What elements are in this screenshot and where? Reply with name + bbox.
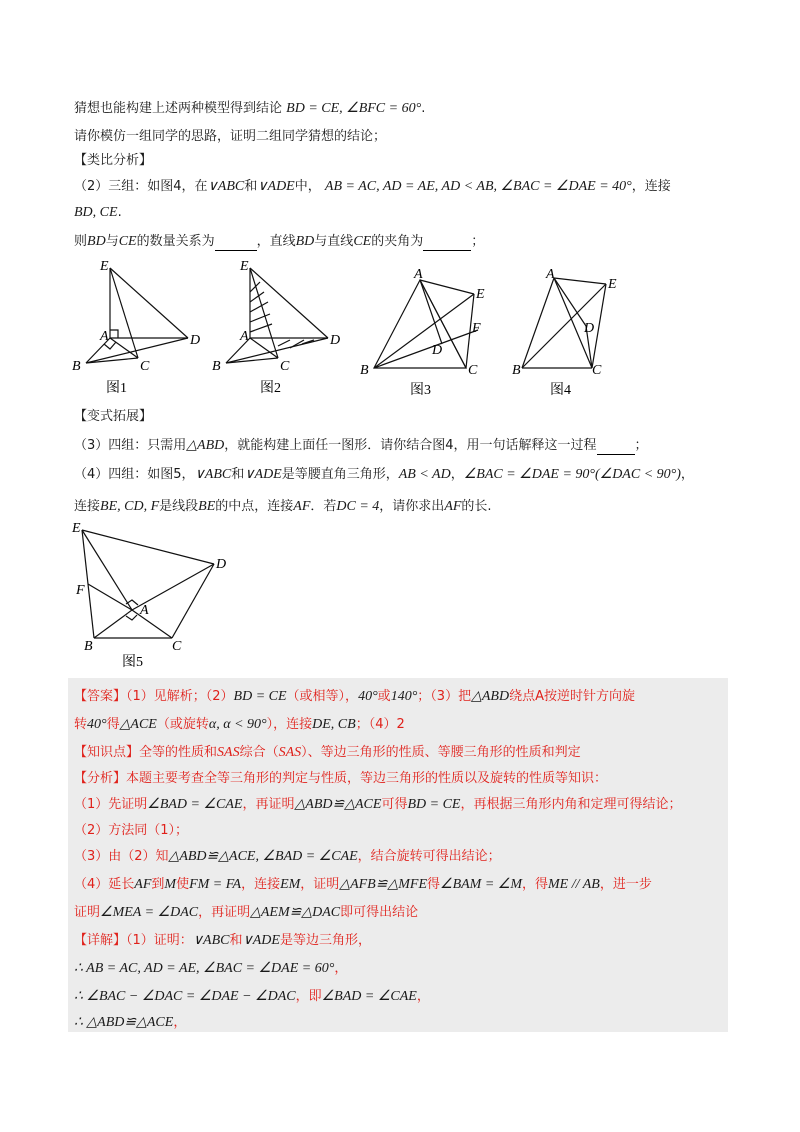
- svg-text:C: C: [172, 639, 182, 654]
- answer-blank-q3[interactable]: [597, 436, 635, 455]
- svg-text:D: D: [432, 343, 443, 358]
- fig1-label-b: B: [72, 359, 81, 374]
- figure-3: [354, 266, 504, 400]
- svg-text:C: C: [468, 363, 478, 378]
- svg-text:D: D: [584, 321, 595, 336]
- question-4-line2: 连接BE, CD, F是线段BE的中点，连接AF．若DC = 4，请你求出AF的长.: [74, 499, 492, 514]
- fig1-label-e: E: [100, 259, 109, 274]
- svg-text:B: B: [512, 363, 521, 378]
- fig3-caption: 图3: [410, 383, 431, 398]
- svg-text:D: D: [216, 557, 227, 572]
- svg-text:A: A: [414, 267, 423, 282]
- svg-text:E: E: [608, 277, 617, 292]
- figure-4: [510, 266, 630, 400]
- line-conclusion: 猜想也能构建上述两种模型得到结论 BD = CE, ∠BFC = 60°.: [74, 101, 426, 116]
- figure-5: [70, 520, 240, 670]
- fig2-caption: 图2: [260, 381, 281, 396]
- svg-text:F: F: [472, 321, 481, 336]
- analysis-1: （1）先证明∠BAD = ∠CAE，再证明△ABD≌△ACE可得BD = CE，再根据三角形内角和定理可得结论；: [74, 797, 682, 812]
- question-4-line1: （4）四组：如图5，∨ABC和∨ADE是等腰直角三角形，AB < AD，∠BAC = ∠DAE = 90°(∠DAC < 90°)，: [74, 467, 694, 482]
- fig1-edge-ac: [110, 338, 138, 358]
- knowledge-point: 【知识点】全等的性质和SAS综合（SAS）、等边三角形的性质、等腰三角形的性质和判定: [74, 745, 581, 760]
- fig1-label-a: A: [100, 329, 109, 344]
- answer-line2: 转40°得△ACE（或旋转α, α < 90°），连接DE, CB；（4）2: [74, 717, 405, 732]
- fig4-caption: 图4: [550, 383, 571, 398]
- fig1-right-angle: [110, 330, 118, 338]
- line-instruction: 请你模仿一组同学的思路，证明二组同学猜想的结论；: [74, 129, 387, 144]
- section-heading-variant: 【变式拓展】: [74, 409, 153, 424]
- analysis-3: （3）由（2）知△ABD≌△ACE, ∠BAD = ∠CAE，结合旋转可得出结论；: [74, 849, 501, 864]
- question-2-line1: （2）三组：如图4，在∨ABC和∨ADE中， AB = AC, AD = AE, AD < AB, ∠BAC = ∠DAE = 40°，连接: [74, 179, 671, 194]
- svg-text:D: D: [330, 333, 341, 348]
- detail-heading: 【详解】（1）证明：∨ABC和∨ADE是等边三角形，: [74, 933, 371, 948]
- question-2-line3: 则BD与CE的数量关系为 ，直线BD与直线CE的夹角为 ；: [74, 234, 485, 249]
- fig1-edge-ed: [110, 268, 188, 338]
- fig5-caption: 图5: [122, 655, 143, 670]
- question-3: （3）四组：只需用△ABD，就能构建上面任一图形．请你结合图4，用一句话解释这一过程 ；: [74, 438, 648, 453]
- svg-text:E: E: [240, 259, 249, 274]
- question-2-line2: BD, CE.: [74, 205, 122, 220]
- answer-blank-angle[interactable]: [423, 232, 471, 251]
- svg-text:B: B: [360, 363, 369, 378]
- section-heading-analogy: 【类比分析】: [74, 153, 153, 168]
- svg-text:E: E: [72, 521, 81, 536]
- analysis-2: （2）方法同（1）；: [74, 823, 189, 838]
- svg-text:A: A: [140, 603, 149, 618]
- analysis-heading: 【分析】本题主要考查全等三角形的判定与性质，等边三角形的性质以及旋转的性质等知识：: [74, 771, 608, 786]
- svg-text:C: C: [280, 359, 290, 374]
- fig1-caption: 图1: [106, 381, 127, 396]
- answer-blank-relation[interactable]: [215, 232, 257, 251]
- fig1-label-c: C: [140, 359, 150, 374]
- analysis-4-line1: （4）延长AF到M使FM = FA，连接EM，证明△AFB≌△MFE得∠BAM = ∠M，得ME // AB，进一步: [74, 877, 652, 892]
- svg-text:C: C: [592, 363, 602, 378]
- proof-step-2: ∴ ∠BAC − ∠DAC = ∠DAE − ∠DAC，即∠BAD = ∠CAE，: [74, 989, 430, 1004]
- svg-text:B: B: [212, 359, 221, 374]
- answer-line1: 【答案】（1）见解析；（2）BD = CE（或相等），40°或140°；（3）把△ABD绕点A按逆时针方向旋: [74, 689, 635, 704]
- analysis-4-line2: 证明∠MEA = ∠DAC，再证明△AEM≌△DAC即可得出结论: [74, 905, 419, 920]
- svg-text:F: F: [76, 583, 85, 598]
- svg-text:A: A: [546, 267, 555, 282]
- figure-2: [206, 256, 346, 398]
- fig1-label-d: D: [190, 333, 201, 348]
- proof-step-1: ∴ AB = AC, AD = AE, ∠BAC = ∠DAE = 60°，: [74, 961, 348, 976]
- svg-text:E: E: [476, 287, 485, 302]
- proof-step-3: ∴ △ABD≌△ACE，: [74, 1015, 187, 1030]
- svg-text:A: A: [240, 329, 249, 344]
- svg-text:B: B: [84, 639, 93, 654]
- figure-1: [66, 256, 206, 398]
